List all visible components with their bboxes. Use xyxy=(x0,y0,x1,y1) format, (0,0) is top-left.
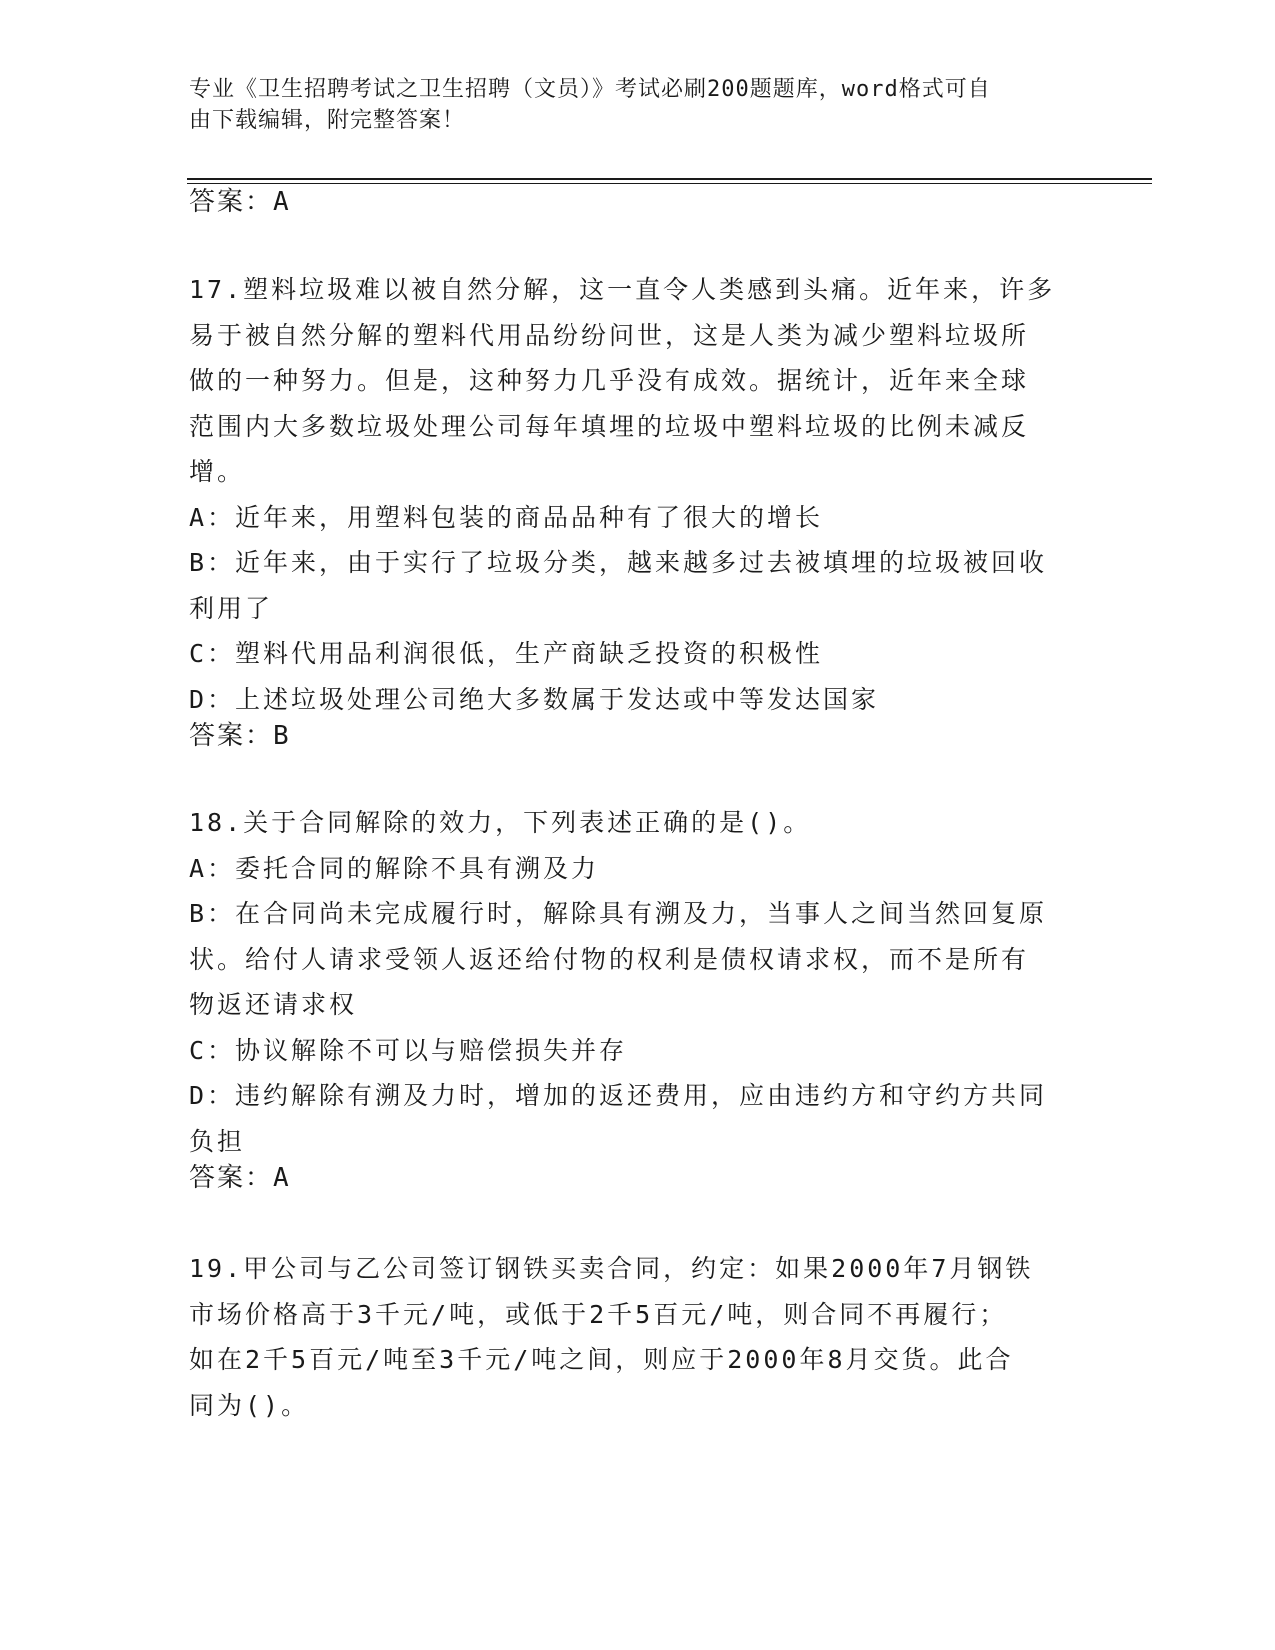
answer-17: 答案：B xyxy=(189,721,291,751)
option-b: B：在合同尚未完成履行时，解除具有溯及力，当事人之间当然回复原 xyxy=(189,899,1048,928)
option-d: D：违约解除有溯及力时，增加的返还费用，应由违约方和守约方共同 xyxy=(189,1081,1048,1110)
header-line-1: 专业《卫生招聘考试之卫生招聘（文员）》考试必刷200题题库，word格式可自 xyxy=(189,77,991,102)
option-c: C：协议解除不可以与赔偿损失并存 xyxy=(189,1035,628,1065)
question-17-line: 增。 xyxy=(189,457,246,486)
question-19-line: 19.甲公司与乙公司签订钢铁买卖合同，约定：如果2000年7月钢铁 xyxy=(189,1254,1034,1283)
option-d: 负担 xyxy=(189,1126,246,1156)
option-b: 物返还请求权 xyxy=(189,990,358,1019)
question-18 xyxy=(189,800,1089,1164)
question-17-line: 易于被自然分解的塑料代用品纷纷问世，这是人类为减少塑料垃圾所 xyxy=(189,320,1030,350)
question-18-stem: 18.关于合同解除的效力，下列表述正确的是()。 xyxy=(189,808,812,837)
question-17-line: 做的一种努力。但是，这种努力几乎没有成效。据统计，近年来全球 xyxy=(189,366,1030,395)
question-19-line: 同为()。 xyxy=(189,1390,310,1420)
header-divider-thick xyxy=(187,178,1152,180)
question-19-line: 市场价格高于3千元/吨，或低于2千5百元/吨，则合同不再履行； xyxy=(189,1299,1008,1329)
question-17 xyxy=(189,267,1089,722)
option-d: D：上述垃圾处理公司绝大多数属于发达或中等发达国家 xyxy=(189,684,880,714)
header-line-2: 由下载编辑，附完整答案！ xyxy=(189,108,466,133)
answer-18: 答案：A xyxy=(189,1163,291,1193)
option-b: 状。给付人请求受领人返还给付物的权利是债权请求权，而不是所有 xyxy=(189,944,1030,974)
question-17-line: 17.塑料垃圾难以被自然分解，这一直令人类感到头痛。近年来，许多 xyxy=(189,275,1056,304)
question-19-line: 如在2千5百元/吨至3千元/吨之间，则应于2000年8月交货。此合 xyxy=(189,1345,1014,1374)
option-b: 利用了 xyxy=(189,593,274,623)
option-c: C：塑料代用品利润很低，生产商缺乏投资的积极性 xyxy=(189,639,824,668)
page-header xyxy=(189,74,1089,136)
option-a: A：近年来，用塑料包装的商品品种有了很大的增长 xyxy=(189,502,824,532)
question-19 xyxy=(189,1246,1089,1428)
answer-16: 答案：A xyxy=(189,187,291,217)
option-a: A：委托合同的解除不具有溯及力 xyxy=(189,853,600,883)
option-b: B：近年来，由于实行了垃圾分类，越来越多过去被填埋的垃圾被回收 xyxy=(189,548,1048,577)
question-17-line: 范围内大多数垃圾处理公司每年填埋的垃圾中塑料垃圾的比例未减反 xyxy=(189,411,1030,441)
header-divider-thin xyxy=(187,183,1152,184)
